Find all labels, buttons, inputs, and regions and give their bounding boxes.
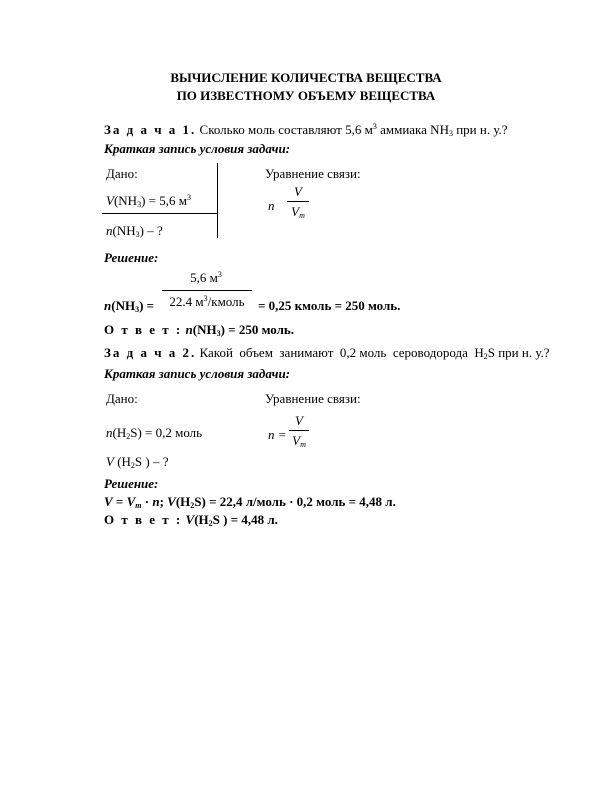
task1-label: За д а ч а 1.	[104, 122, 197, 137]
task2-answer: О т в е т : $V(H_2S$ ) = 4,48 л.	[104, 512, 278, 528]
task1-short-note: Краткая запись условия задачи:	[104, 141, 291, 156]
task2-label: За д а ч а 2.	[104, 345, 197, 360]
page-title-line1: ВЫЧИСЛЕНИЕ КОЛИЧЕСТВА ВЕЩЕСТВА	[170, 70, 442, 85]
task2-solution-label: Решение:	[104, 476, 159, 491]
task1-relation-n: n	[268, 198, 275, 213]
task2-statement	[104, 345, 550, 361]
task2-given-value: $n(H_2S) = 0,2$ моль	[106, 425, 203, 441]
task2-given-label: Дано:	[106, 391, 138, 406]
task1-solution-rhs: = 0,25 кмоль = 250 моль.	[258, 298, 401, 313]
task1-given-vertical-line	[217, 163, 218, 238]
task2-relation-denominator: $V_m$	[292, 433, 306, 449]
task2-relation-label: Уравнение связи:	[265, 391, 361, 406]
task2-relation-fraction-bar	[289, 430, 309, 431]
task1-given-divider	[102, 213, 218, 214]
task1-find: $n(NH_3)$ – ?	[106, 223, 163, 239]
task2-relation-numerator: V	[295, 413, 303, 428]
task1-statement	[104, 122, 508, 138]
task1-solution-label: Решение:	[104, 250, 159, 265]
task1-solution-fraction-bar	[162, 290, 252, 291]
task1-relation-numerator: V	[294, 184, 302, 199]
task1-solution-numerator: 5,6 $м^3$	[190, 270, 222, 285]
task1-relation-fraction-bar	[287, 201, 309, 202]
task1-relation-label: Уравнение связи:	[265, 166, 361, 181]
task2-find: V ($H_2S$ ) – ?	[106, 454, 169, 470]
task1-relation-denominator: $V_m$	[291, 204, 305, 220]
task1-question: Сколько моль составляют 5,6 $м^3$ аммиака $NH_3$ при н. у.?	[199, 122, 508, 138]
task2-relation-lhs: n =	[268, 427, 287, 442]
task2-question: Какой объем занимают 0,2 моль сероводорода $H_2S$ при н. у.?	[199, 345, 550, 361]
task1-solution-lhs: $n(NH_3)$ =	[104, 298, 155, 314]
task1-solution-denominator: 22.4 $м^3$/кмоль	[169, 294, 245, 309]
task1-given-value: $V(NH_3) = 5,6$ $м^3$	[106, 193, 191, 209]
task1-answer: О т в е т : $n(NH_3) = 250$ моль.	[104, 322, 295, 338]
page-title-line2: ПО ИЗВЕСТНОМУ ОБЪЕМУ ВЕЩЕСТВА	[176, 88, 436, 103]
task2-solution-line: $V = V_m \cdot n$; $V(H_2S) = 22,4$ л/моль · 0,2 моль = 4,48 л.	[104, 494, 396, 510]
task2-short-note: Краткая запись условия задачи:	[104, 366, 291, 381]
task1-given-label: Дано:	[106, 166, 138, 181]
